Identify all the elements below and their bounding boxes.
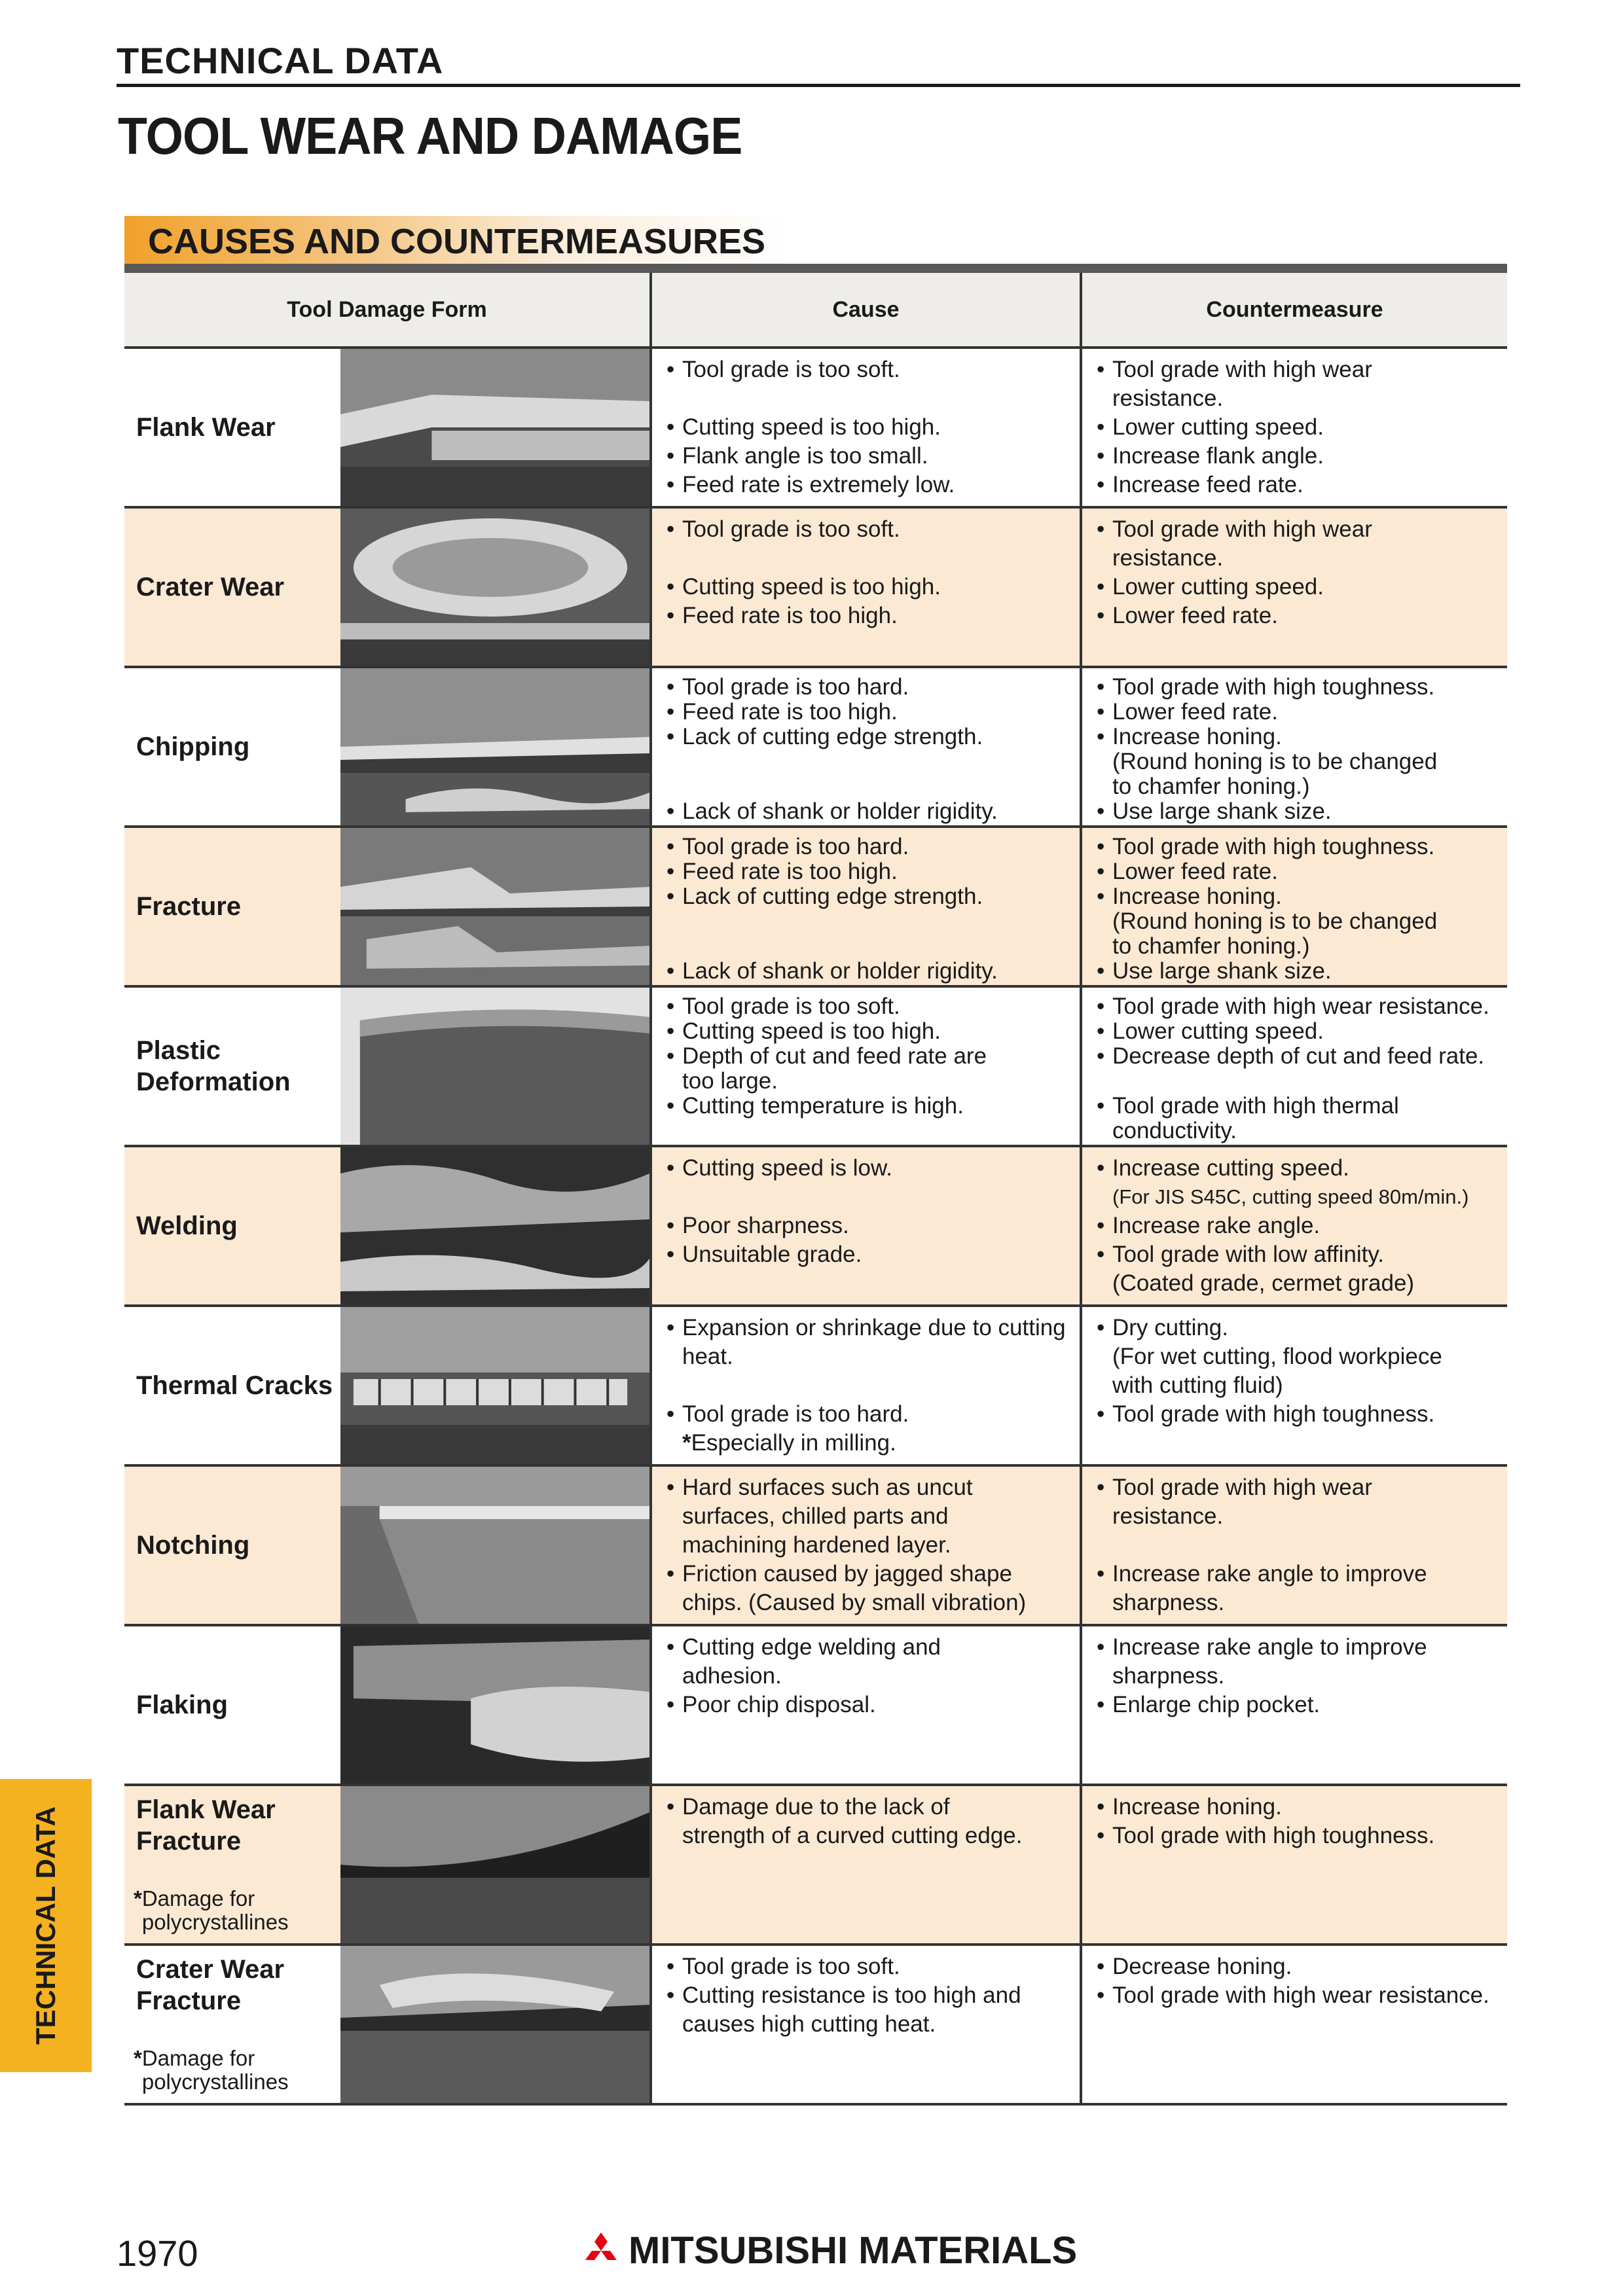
- cause-item: • Feed rate is too high.: [666, 601, 1072, 630]
- cause-item: • Expansion or shrinkage due to cutting: [666, 1314, 1072, 1342]
- cause-item: • Tool grade is too soft.: [666, 355, 1072, 384]
- damage-form-name: Plastic Deformation: [136, 1036, 291, 1096]
- cause-note: Especially in milling.: [691, 1430, 896, 1456]
- table-row: [124, 1146, 1507, 1306]
- measure-item: • Dry cutting.: [1097, 1314, 1499, 1342]
- measure-item: • Tool grade with high wear: [1097, 515, 1499, 544]
- cause-item: • Cutting edge welding and: [666, 1633, 1072, 1662]
- measure-item: resistance.: [1112, 1503, 1224, 1529]
- damage-form-name: Crater Wear Fracture: [136, 1955, 285, 2015]
- cause-item: • Cutting resistance is too high and: [666, 1981, 1072, 2010]
- asterisk-icon: *: [134, 1886, 142, 1910]
- measure-item: • Tool grade with high wear: [1097, 1473, 1499, 1502]
- measure-item: conductivity.: [1112, 1118, 1237, 1143]
- cause-item: • Cutting speed is too high.: [666, 1019, 1072, 1044]
- brand: [581, 2229, 1077, 2272]
- cause-item: adhesion.: [682, 1663, 782, 1689]
- damage-form-name: Fracture: [136, 892, 242, 921]
- cause-item: • Lack of shank or holder rigidity.: [666, 959, 1072, 984]
- measure-item: • Increase honing.: [1097, 725, 1499, 749]
- table-row: [124, 348, 1507, 507]
- damage-form-note: [134, 1887, 299, 1934]
- cause-item: • Cutting temperature is high.: [666, 1094, 1072, 1119]
- damage-form-name: Flaking: [136, 1691, 228, 1719]
- measure-item: • Lower feed rate.: [1097, 601, 1499, 630]
- cause-item: • Depth of cut and feed rate are: [666, 1044, 1072, 1069]
- measure-item: • Increase honing.: [1097, 884, 1499, 909]
- measure-item: • Lower cutting speed.: [1097, 413, 1499, 442]
- column-header-cause: Cause: [651, 273, 1081, 348]
- measure-item: • Increase rake angle.: [1097, 1211, 1499, 1240]
- measure-item: • Tool grade with high wear resistance.: [1097, 994, 1499, 1019]
- measure-item: sharpness.: [1112, 1590, 1225, 1615]
- measure-item: • Increase rake angle to improve: [1097, 1633, 1499, 1662]
- cause-item: • Lack of cutting edge strength.: [666, 884, 1072, 909]
- cause-item: • Damage due to the lack of: [666, 1793, 1072, 1821]
- cause-item: causes high cutting heat.: [682, 2011, 936, 2037]
- cause-item: chips. (Caused by small vibration): [682, 1590, 1027, 1615]
- measure-item: (For JIS S45C, cutting speed 80m/min.): [1112, 1185, 1469, 1208]
- cause-item: • Feed rate is too high.: [666, 700, 1072, 725]
- flank-wear-photo: [340, 349, 649, 506]
- damage-form-note: [134, 2047, 299, 2094]
- cause-item: • Tool grade is too soft.: [666, 1952, 1072, 1981]
- measure-item: (Round honing is to be changed: [1112, 749, 1438, 774]
- cause-item: • Cutting speed is too high.: [666, 413, 1072, 442]
- flaking-photo: [340, 1626, 649, 1784]
- cause-item: • Tool grade is too hard.: [666, 1400, 1072, 1429]
- cause-item: • Cutting speed is low.: [666, 1154, 1072, 1183]
- brand-name: MITSUBISHI MATERIALS: [629, 2229, 1078, 2272]
- measure-item: • Tool grade with high toughness.: [1097, 1400, 1499, 1429]
- measure-item: • Lower cutting speed.: [1097, 573, 1499, 601]
- measure-item: • Use large shank size.: [1097, 959, 1499, 984]
- damage-form-name: Notching: [136, 1531, 250, 1560]
- cause-item: machining hardened layer.: [682, 1532, 951, 1558]
- table-row: [124, 1785, 1507, 1945]
- measure-item: • Tool grade with high toughness.: [1097, 675, 1499, 700]
- damage-table: [124, 273, 1507, 2106]
- cause-item: • Lack of cutting edge strength.: [666, 725, 1072, 749]
- measure-item: • Decrease depth of cut and feed rate.: [1097, 1044, 1499, 1069]
- cause-item: surfaces, chilled parts and: [682, 1503, 949, 1529]
- measure-item: resistance.: [1112, 545, 1224, 571]
- cause-item: [666, 1429, 1072, 1458]
- measure-item: • Enlarge chip pocket.: [1097, 1691, 1499, 1719]
- damage-form-name: Flank Wear Fracture: [136, 1795, 276, 1856]
- crater-wear-photo: [340, 509, 649, 666]
- measure-item: • Decrease honing.: [1097, 1952, 1499, 1981]
- cause-item: • Poor sharpness.: [666, 1211, 1072, 1240]
- side-tab-text: TECHNICAL DATA: [30, 1806, 62, 2045]
- cause-item: • Tool grade is too hard.: [666, 675, 1072, 700]
- cause-item: strength of a curved cutting edge.: [682, 1823, 1023, 1848]
- cause-item: • Friction caused by jagged shape: [666, 1560, 1072, 1588]
- measure-item: resistance.: [1112, 386, 1224, 411]
- damage-form-name: Flank Wear: [136, 413, 276, 442]
- page-title: TOOL WEAR AND DAMAGE: [118, 107, 742, 165]
- flank-wear-fracture-photo: [340, 1786, 649, 1943]
- measure-item: (For wet cutting, flood workpiece: [1112, 1344, 1442, 1369]
- measure-item: • Tool grade with high wear: [1097, 355, 1499, 384]
- asterisk-icon: *: [682, 1430, 691, 1456]
- cause-item: • Unsuitable grade.: [666, 1240, 1072, 1269]
- measure-item: • Increase feed rate.: [1097, 471, 1499, 499]
- damage-form-name: Chipping: [136, 732, 250, 761]
- cause-item: • Poor chip disposal.: [666, 1691, 1072, 1719]
- cause-item: • Tool grade is too soft.: [666, 994, 1072, 1019]
- plastic-deformation-photo: [340, 988, 649, 1145]
- damage-form-name: Welding: [136, 1211, 238, 1240]
- measure-item: (Coated grade, cermet grade): [1112, 1270, 1415, 1296]
- table-row: [124, 986, 1507, 1146]
- header-label: TECHNICAL DATA: [117, 40, 444, 81]
- measure-item: • Tool grade with high toughness.: [1097, 1821, 1499, 1850]
- column-header-form: Tool Damage Form: [124, 273, 651, 348]
- fracture-photo: [340, 828, 649, 985]
- asterisk-icon: *: [134, 2046, 142, 2070]
- chipping-photo: [340, 668, 649, 825]
- measure-item: • Increase cutting speed.: [1097, 1154, 1499, 1183]
- column-header-countermeasure: Countermeasure: [1081, 273, 1507, 348]
- measure-item: • Increase rake angle to improve: [1097, 1560, 1499, 1588]
- measure-item: to chamfer honing.): [1112, 774, 1310, 799]
- table-row: [124, 507, 1507, 667]
- table-row: [124, 1306, 1507, 1465]
- side-tab-label: [0, 1779, 92, 2072]
- cause-item: • Tool grade is too hard.: [666, 834, 1072, 859]
- page-number: 1970: [117, 2233, 198, 2274]
- section-rule: [124, 264, 1507, 273]
- cause-item: • Tool grade is too soft.: [666, 515, 1072, 544]
- notching-photo: [340, 1467, 649, 1624]
- cause-item: • Feed rate is too high.: [666, 859, 1072, 884]
- three-diamond-logo-icon: [581, 2233, 621, 2269]
- cause-item: • Cutting speed is too high.: [666, 573, 1072, 601]
- table-row: [124, 1625, 1507, 1785]
- welding-photo: [340, 1147, 649, 1304]
- damage-form-name: Crater Wear: [136, 573, 285, 601]
- measure-item: • Tool grade with high wear resistance.: [1097, 1981, 1499, 2010]
- table-row: [124, 827, 1507, 986]
- thermal-cracks-photo: [340, 1307, 649, 1464]
- measure-item: • Tool grade with low affinity.: [1097, 1240, 1499, 1269]
- note-text: Damage for polycrystallines: [141, 2046, 289, 2094]
- damage-form-name: Thermal Cracks: [136, 1371, 333, 1400]
- measure-item: • Use large shank size.: [1097, 799, 1499, 824]
- cause-item: • Hard surfaces such as uncut: [666, 1473, 1072, 1502]
- measure-item: • Lower cutting speed.: [1097, 1019, 1499, 1044]
- measure-item: • Tool grade with high thermal: [1097, 1094, 1499, 1119]
- measure-item: with cutting fluid): [1112, 1372, 1283, 1398]
- section-title: CAUSES AND COUNTERMEASURES: [148, 222, 766, 261]
- header-rule: [117, 84, 1520, 87]
- measure-item: • Lower feed rate.: [1097, 859, 1499, 884]
- cause-item: • Lack of shank or holder rigidity.: [666, 799, 1072, 824]
- measure-item: • Lower feed rate.: [1097, 700, 1499, 725]
- note-text: Damage for polycrystallines: [141, 1886, 289, 1934]
- crater-wear-fracture-photo: [340, 1946, 649, 2103]
- measure-item: to chamfer honing.): [1112, 933, 1310, 959]
- cause-item: too large.: [682, 1068, 778, 1094]
- measure-item: • Increase honing.: [1097, 1793, 1499, 1821]
- table-row: [124, 1945, 1507, 2104]
- measure-item: (Round honing is to be changed: [1112, 908, 1438, 934]
- measure-item: • Tool grade with high toughness.: [1097, 834, 1499, 859]
- cause-item: • Feed rate is extremely low.: [666, 471, 1072, 499]
- cause-item: heat.: [682, 1344, 733, 1369]
- measure-item: • Increase flank angle.: [1097, 442, 1499, 471]
- table-row: [124, 667, 1507, 827]
- table-row: [124, 1465, 1507, 1625]
- measure-item: sharpness.: [1112, 1663, 1225, 1689]
- cause-item: • Flank angle is too small.: [666, 442, 1072, 471]
